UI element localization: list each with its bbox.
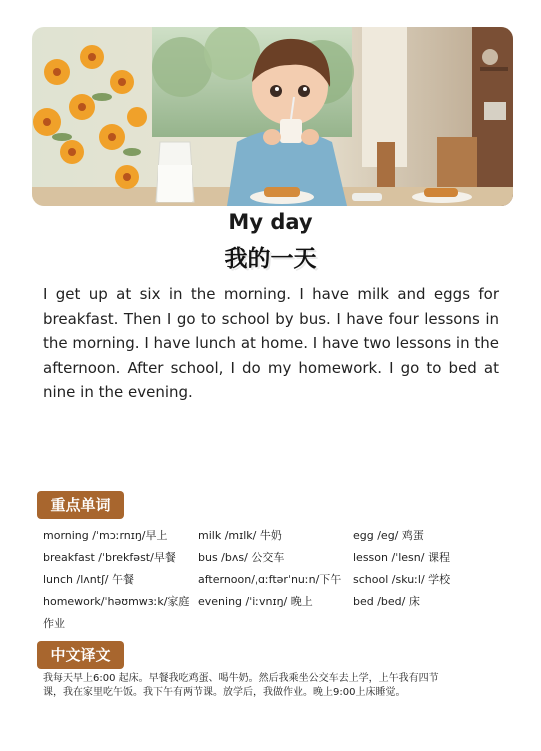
vocab-section-label: 重点单词 [37,491,124,519]
vocab-item: bus /bʌs/ 公交车 [198,551,285,564]
title-english: My day [228,210,313,234]
title-chinese: 我的一天 [224,246,317,272]
story-text: I get up at six in the morning. I have milk and eggs for breakfast. Then I go to school by bus. I have four lessons in the morning. I have lunch at home. I have two lessons in the afternoon. After school, I do my homework. I go to bed at nine in the evening. [43,285,499,401]
boy-breakfast-image [32,27,513,206]
vocab-item: lunch /lʌntʃ/ 午餐 [43,573,134,586]
vocab-item: lesson /ˈlesn/ 课程 [353,551,450,564]
vocab-item: egg /eg/ 鸡蛋 [353,529,424,542]
vocab-item: bed /bed/ 床 [353,595,420,608]
vocab-item: breakfast /ˈbrekfəst/早餐 [43,551,176,564]
vocab-item: homework/ˈhəʊmwɜːk/家庭作业 [43,595,190,630]
translation-text: 我每天早上6:00 起床。早餐我吃鸡蛋、喝牛奶。然后我乘坐公交车去上学，上午我有四节课，我在家里吃午饭。我下午有两节课。放学后，我做作业。晚上9:00上床睡觉。 [43,673,439,698]
vocab-item: school /skuːl/ 学校 [353,573,451,586]
vocab-item: morning /ˈmɔːrnɪŋ/早上 [43,529,168,542]
translation-section-label: 中文译文 [37,641,124,669]
vocab-item: milk /mɪlk/ 牛奶 [198,529,282,542]
vocab-item: evening /ˈiːvnɪŋ/ 晚上 [198,595,313,608]
breakfast-illustration [32,27,513,206]
vocab-item: afternoon/ˌɑːftərˈnuːn/下午 [198,573,342,586]
